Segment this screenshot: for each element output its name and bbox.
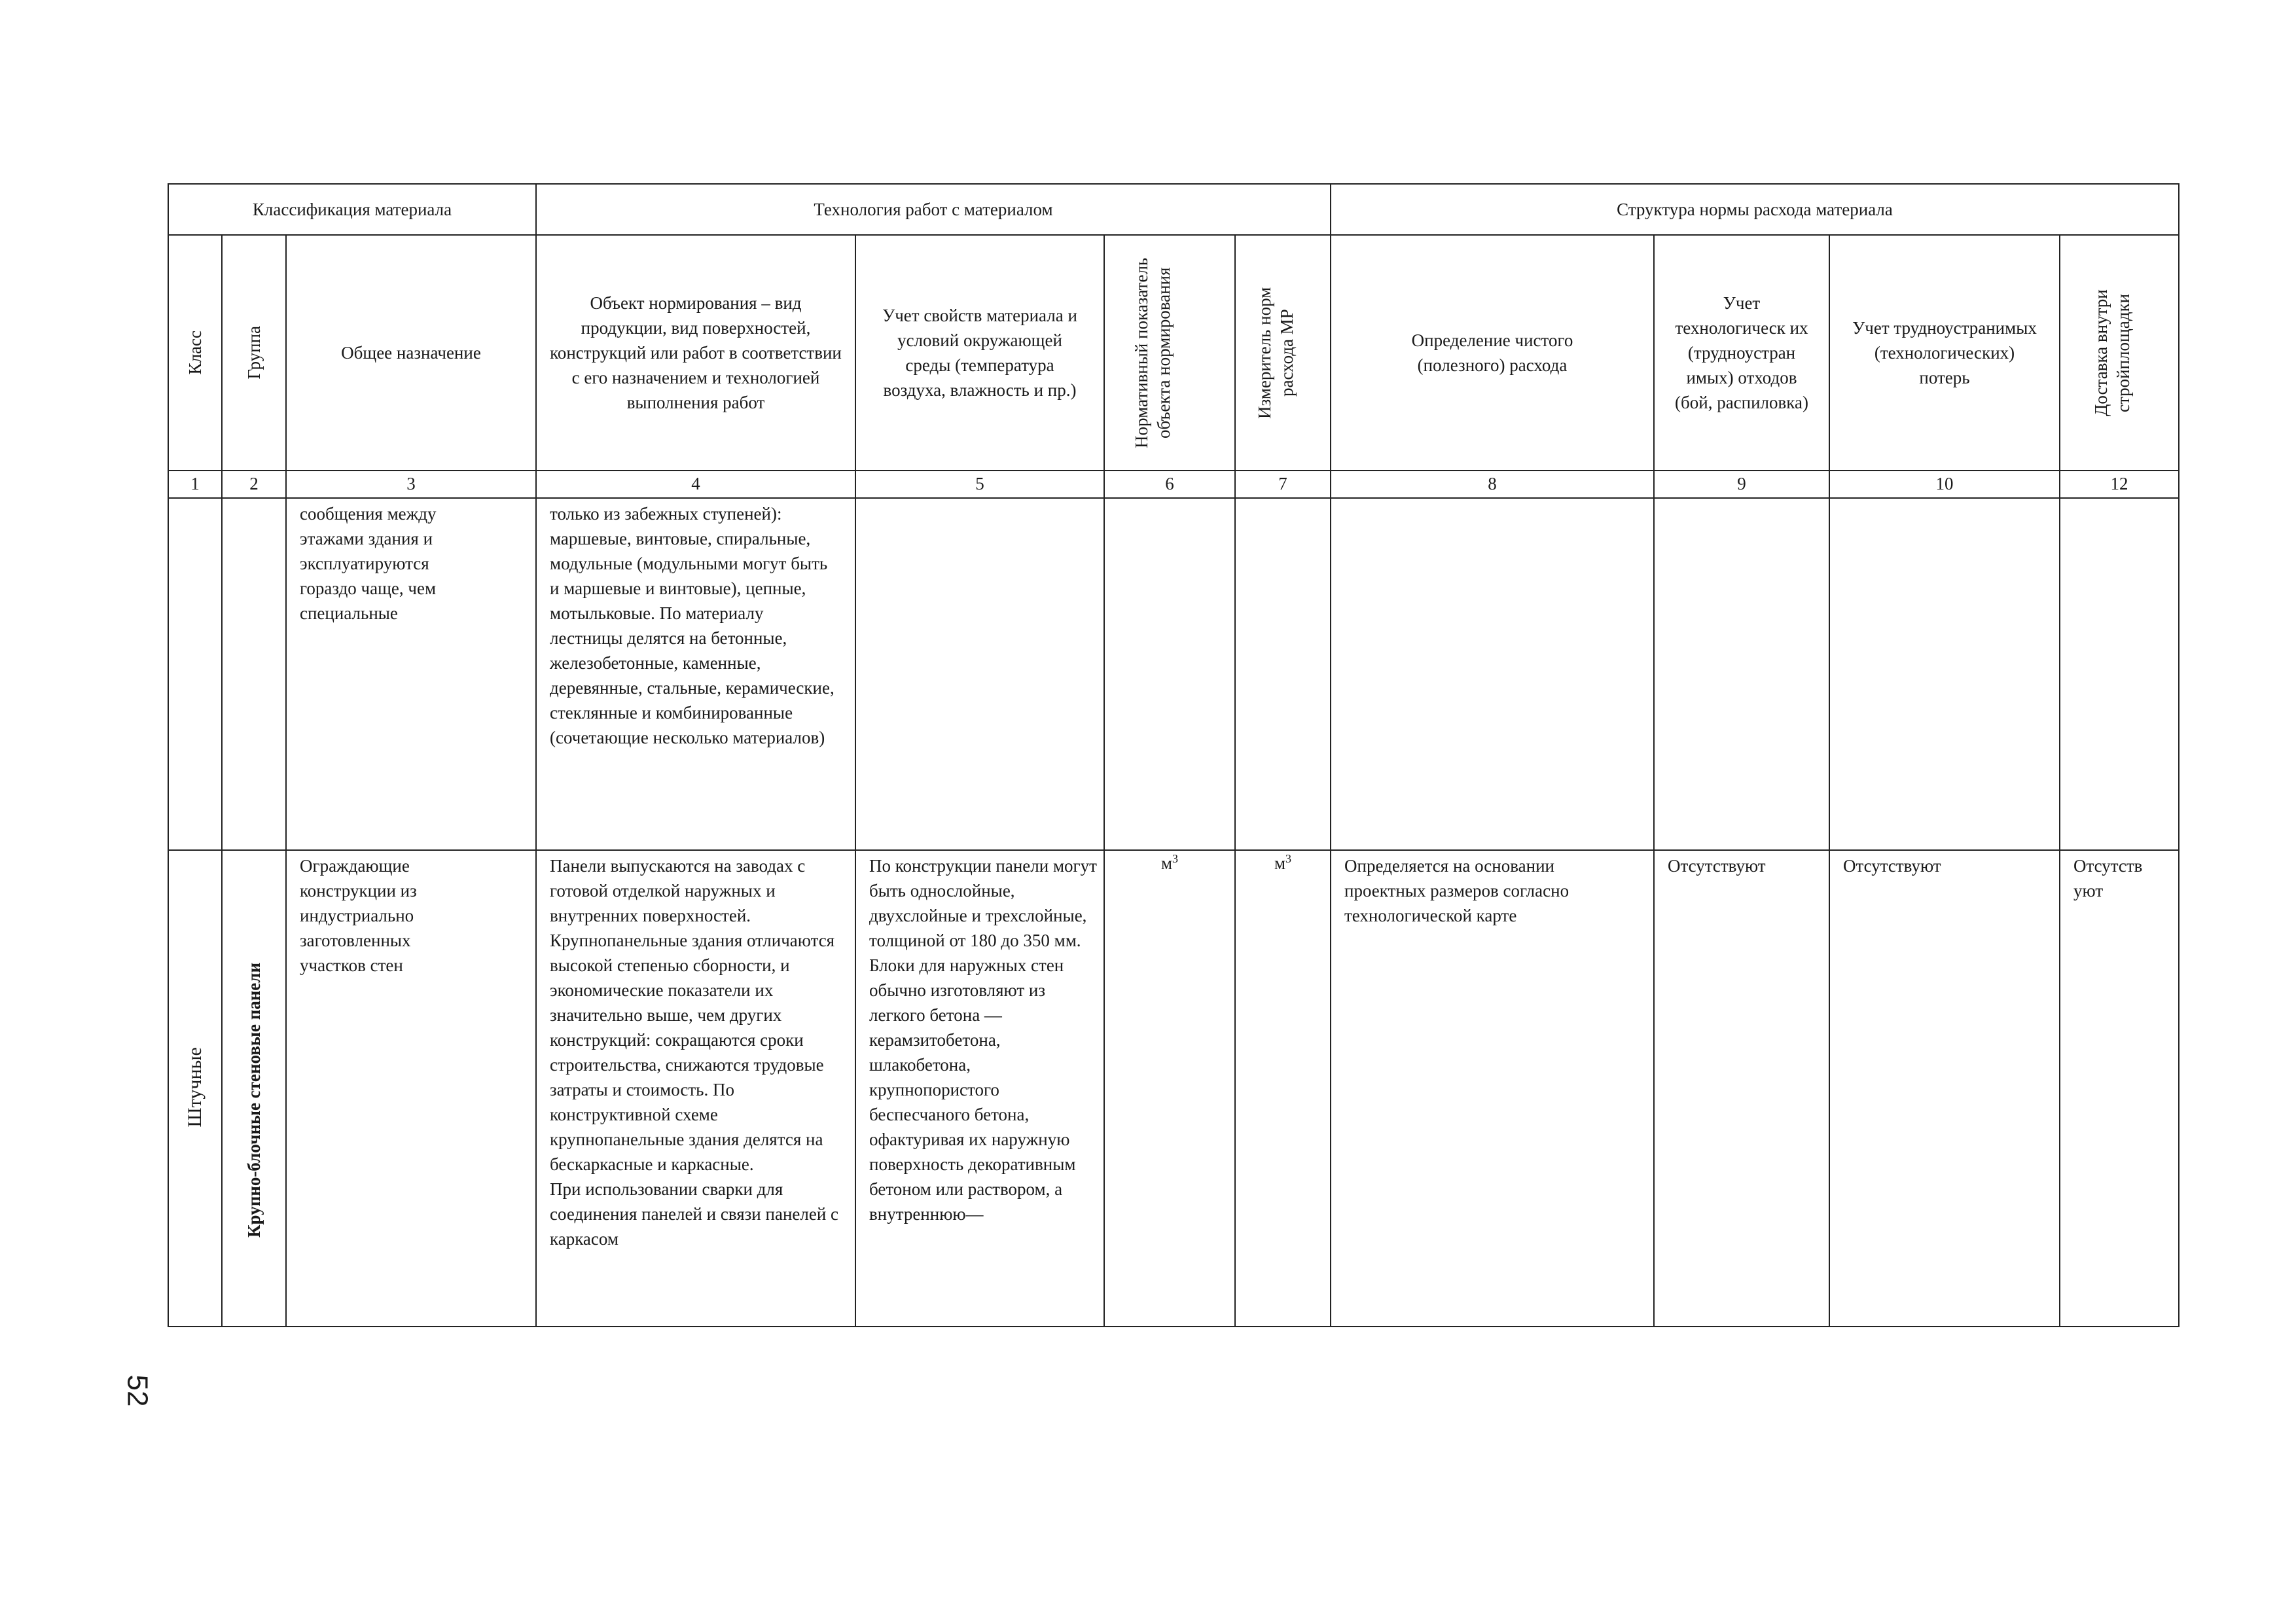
column-number: 5 — [855, 471, 1104, 498]
cell-properties — [855, 498, 1104, 850]
header-classification: Классификация материала — [168, 184, 536, 235]
column-number: 7 — [1235, 471, 1331, 498]
header-purpose: Общее назначение — [286, 235, 536, 471]
table-row — [168, 850, 2179, 1327]
object-paragraph: Крупнопанельные здания отличаются высокой степенью сборности, и экономические показатели их значительно выше, чем других конструкций: сокращаются сроки строительства, снижаются трудовые затраты и стоимость. По конструктивной схеме крупнопанельные здания делятся на бескаркасные и каркасные. — [550, 931, 835, 1174]
cell-object — [536, 850, 855, 1327]
header-columns-row — [168, 235, 2179, 471]
column-number: 4 — [536, 471, 855, 498]
cell-purpose: сообщения между этажами здания и эксплуатируются гораздо чаще, чем специальные — [286, 498, 536, 850]
column-number: 10 — [1829, 471, 2060, 498]
column-number: 2 — [222, 471, 286, 498]
page-number: 52 — [121, 1374, 154, 1407]
cell-hard-loss: Отсутствуют — [1829, 850, 2060, 1327]
cell-tech-waste: Отсутствуют — [1654, 850, 1829, 1327]
column-number: 8 — [1331, 471, 1654, 498]
cell-object: только из забежных ступеней): маршевые, винтовые, спиральные, модульные (модульными могут быть и маршевые и винтовые), цепные, мотыльковые. По материалу лестницы делятся на бетонные, железобетонные, каменные, деревянные, стальные, керамические, стеклянные и комбинированные (сочетающие несколько материалов) — [536, 498, 855, 850]
cell-indicator — [1104, 498, 1235, 850]
cell-hard-loss — [1829, 498, 2060, 850]
header-group: Группа — [222, 235, 286, 471]
header-net: Определение чистого (полезного) расхода — [1331, 235, 1654, 471]
cell-purpose: Ограждающие конструкции из индустриально заготовленных участков стен — [286, 850, 536, 1327]
header-structure: Структура нормы расхода материала — [1331, 184, 2179, 235]
cell-group — [222, 498, 286, 850]
header-tech-waste: Учет технологическ их (трудноустран имых) отходов (бой, распиловка) — [1654, 235, 1829, 471]
cell-class — [168, 498, 222, 850]
column-number: 12 — [2060, 471, 2179, 498]
header-hard-loss: Учет трудноустранимых (технологических) потерь — [1829, 235, 2060, 471]
object-paragraph: При использовании сварки для соединения панелей и связи панелей с каркасом — [550, 1179, 839, 1249]
header-object: Объект нормирования – вид продукции, вид поверхностей, конструкций или работ в соответствии с его назначением и технологией выполнения работ — [536, 235, 855, 471]
cell-class: Штучные — [168, 850, 222, 1327]
cell-group: Крупно-блочные стеновые панели — [222, 850, 286, 1327]
object-paragraph: Панели выпускаются на заводах с готовой отделкой наружных и внутренних поверхностей. — [550, 856, 806, 925]
table-row — [168, 498, 2179, 850]
cell-indicator: $м^3$ — [1104, 850, 1235, 1327]
header-indicator: Нормативный показатель объекта нормирования — [1104, 235, 1235, 471]
cell-delivery: Отсутств уют — [2060, 850, 2179, 1327]
cell-measure — [1235, 498, 1331, 850]
cell-properties: По конструкции панели могут быть однослойные, двухслойные и трехслойные, толщиной от 180 до 350 мм. Блоки для наружных стен обычно изготовляют из легкого бетона — керамзитобетона, шлакобетона, крупнопористого беспесчаного бетона, офактуривая их наружную поверхность декоративным бетоном или раствором, а внутреннюю— — [855, 850, 1104, 1327]
header-properties: Учет свойств материала и условий окружающей среды (температура воздуха, влажность и пр.) — [855, 235, 1104, 471]
header-group-row — [168, 184, 2179, 235]
cell-net — [1331, 498, 1654, 850]
column-number: 6 — [1104, 471, 1235, 498]
header-delivery: Доставка внутри стройплощадки — [2060, 235, 2179, 471]
header-measure: Измеритель норм расхода МР — [1235, 235, 1331, 471]
column-number-row — [168, 471, 2179, 498]
column-number: 9 — [1654, 471, 1829, 498]
header-technology: Технология работ с материалом — [536, 184, 1331, 235]
header-class: Класс — [168, 235, 222, 471]
column-number: 1 — [168, 471, 222, 498]
cell-measure: $м^3$ — [1235, 850, 1331, 1327]
norm-table — [168, 183, 2179, 1327]
cell-net: Определяется на основании проектных размеров согласно технологической карте — [1331, 850, 1654, 1327]
column-number: 3 — [286, 471, 536, 498]
cell-tech-waste — [1654, 498, 1829, 850]
cell-delivery — [2060, 498, 2179, 850]
